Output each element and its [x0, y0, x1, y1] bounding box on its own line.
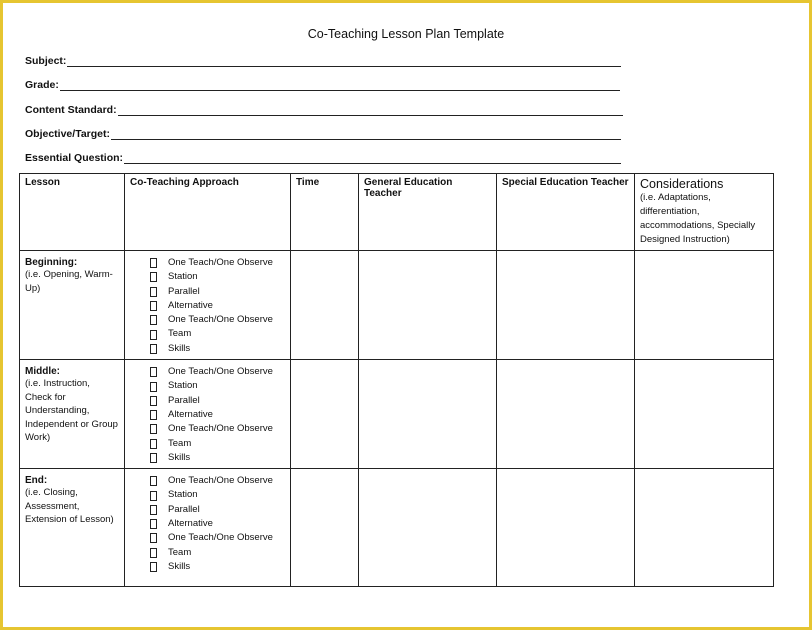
option-label: Team: [168, 328, 192, 340]
considerations-note: (i.e. Adaptations, differentiation, accommodations, Specially Designed Instruction): [640, 192, 756, 245]
lesson-cell: [20, 251, 125, 360]
checkbox-icon[interactable]: [150, 519, 157, 529]
checkbox-icon[interactable]: [150, 533, 157, 543]
essential-question-blank-line[interactable]: [124, 153, 621, 164]
checkbox-icon[interactable]: [150, 505, 157, 515]
checkbox-icon[interactable]: [150, 301, 157, 311]
option-label: Parallel: [168, 503, 200, 515]
header-time: Time: [291, 174, 359, 251]
checklist-item[interactable]: [150, 256, 285, 270]
checklist-item[interactable]: [150, 285, 285, 299]
option-label: Skills: [168, 451, 191, 463]
table-row-end: [20, 469, 774, 587]
checklist-item[interactable]: [150, 546, 285, 560]
content-standard-blank-line[interactable]: [118, 105, 623, 116]
option-label: Station: [168, 271, 198, 283]
checkbox-icon[interactable]: [150, 330, 157, 340]
header-lesson: Lesson: [20, 174, 125, 251]
approach-checklist: [150, 365, 285, 465]
option-label: Station: [168, 489, 198, 501]
checklist-item[interactable]: [150, 408, 285, 422]
option-label: Alternative: [168, 299, 213, 311]
checkbox-icon[interactable]: [150, 548, 157, 558]
option-label: One Teach/One Observe: [168, 423, 273, 435]
general-education-cell[interactable]: [359, 251, 497, 360]
subject-blank-line[interactable]: [67, 56, 621, 67]
option-label: One Teach/One Observe: [168, 314, 273, 326]
checkbox-icon[interactable]: [150, 258, 157, 268]
lesson-cell: [20, 469, 125, 587]
grade-label: Grade:: [25, 79, 59, 91]
time-cell[interactable]: [291, 360, 359, 469]
checkbox-icon[interactable]: [150, 396, 157, 406]
general-education-cell[interactable]: [359, 469, 497, 587]
header-special-education-teacher: Special Education Teacher: [497, 174, 635, 251]
option-label: Parallel: [168, 285, 200, 297]
checkbox-icon[interactable]: [150, 272, 157, 282]
lesson-plan-table: [19, 173, 774, 587]
checklist-item[interactable]: [150, 342, 285, 356]
document-title: Co-Teaching Lesson Plan Template: [307, 27, 505, 41]
checkbox-icon[interactable]: [150, 315, 157, 325]
checklist-item[interactable]: [150, 379, 285, 393]
checkbox-icon[interactable]: [150, 287, 157, 297]
phase-note: (i.e. Opening, Warm-Up): [25, 269, 113, 294]
option-label: Team: [168, 437, 192, 449]
header-considerations: [635, 174, 774, 251]
approach-cell: [125, 251, 291, 360]
phase-note: (i.e. Instruction, Check for Understanding, Independent or Group Work): [25, 378, 118, 444]
content-standard-field: [25, 102, 623, 116]
checklist-item[interactable]: [150, 451, 285, 465]
phase-title: Beginning:: [25, 257, 78, 268]
checklist-item[interactable]: [150, 422, 285, 436]
subject-field: [25, 53, 621, 67]
phase-title: Middle:: [25, 366, 60, 378]
considerations-cell[interactable]: [635, 360, 774, 469]
grade-field: [25, 77, 620, 91]
considerations-cell[interactable]: [635, 251, 774, 360]
approach-cell: [125, 469, 291, 587]
checklist-item[interactable]: [150, 394, 285, 408]
grade-blank-line[interactable]: [60, 80, 620, 91]
phase-title: End:: [25, 475, 48, 487]
checklist-item[interactable]: [150, 488, 285, 502]
checkbox-icon[interactable]: [150, 562, 157, 572]
option-label: Station: [168, 380, 198, 392]
checklist-item[interactable]: [150, 365, 285, 379]
checkbox-icon[interactable]: [150, 453, 157, 463]
general-education-cell[interactable]: [359, 360, 497, 469]
option-label: One Teach/One Observe: [168, 257, 273, 268]
header-approach: Co-Teaching Approach: [125, 174, 291, 251]
checkbox-icon[interactable]: [150, 410, 157, 420]
option-label: Skills: [168, 560, 191, 572]
table-row-beginning: [20, 251, 774, 360]
content-standard-label: Content Standard:: [25, 104, 117, 116]
approach-cell: [125, 360, 291, 469]
option-label: Parallel: [168, 394, 200, 406]
special-education-cell[interactable]: [497, 360, 635, 469]
checklist-item[interactable]: [150, 327, 285, 341]
checklist-item[interactable]: [150, 313, 285, 327]
option-label: Alternative: [168, 518, 213, 530]
checklist-item[interactable]: [150, 437, 285, 451]
phase-note: (i.e. Closing, Assessment, Extension of Lesson): [25, 487, 114, 526]
essential-question-field: [25, 150, 621, 164]
option-label: One Teach/One Observe: [168, 475, 273, 487]
time-cell[interactable]: [291, 469, 359, 587]
table-row-middle: [20, 360, 774, 469]
checkbox-icon[interactable]: [150, 344, 157, 354]
option-label: Alternative: [168, 408, 213, 420]
time-cell[interactable]: [291, 251, 359, 360]
considerations-cell[interactable]: [635, 469, 774, 587]
checklist-item[interactable]: [150, 299, 285, 313]
checkbox-icon[interactable]: [150, 367, 157, 377]
checkbox-icon[interactable]: [150, 491, 157, 501]
approach-checklist: [150, 474, 285, 574]
checklist-item[interactable]: [150, 503, 285, 517]
checkbox-icon[interactable]: [150, 476, 157, 486]
option-label: One Teach/One Observe: [168, 366, 273, 378]
option-label: Skills: [168, 342, 191, 354]
checklist-item[interactable]: [150, 517, 285, 531]
checkbox-icon[interactable]: [150, 424, 157, 434]
special-education-cell[interactable]: [497, 251, 635, 360]
checkbox-icon[interactable]: [150, 439, 157, 449]
objective-target-blank-line[interactable]: [111, 129, 621, 140]
objective-target-label: Objective/Target:: [25, 128, 110, 140]
lesson-cell: [20, 360, 125, 469]
essential-question-label: Essential Question:: [25, 152, 124, 164]
special-education-cell[interactable]: [497, 469, 635, 587]
objective-target-field: [25, 126, 621, 140]
checklist-item[interactable]: [150, 474, 285, 488]
approach-checklist: [150, 256, 285, 356]
considerations-title: Considerations: [640, 177, 724, 191]
header-row: [20, 174, 774, 251]
option-label: Team: [168, 546, 192, 558]
checkbox-icon[interactable]: [150, 382, 157, 392]
subject-label: Subject:: [25, 55, 67, 67]
checklist-item[interactable]: [150, 270, 285, 284]
checklist-item[interactable]: [150, 560, 285, 574]
header-general-education-teacher: General Education Teacher: [359, 174, 497, 251]
option-label: One Teach/One Observe: [168, 532, 273, 544]
checklist-item[interactable]: [150, 531, 285, 545]
